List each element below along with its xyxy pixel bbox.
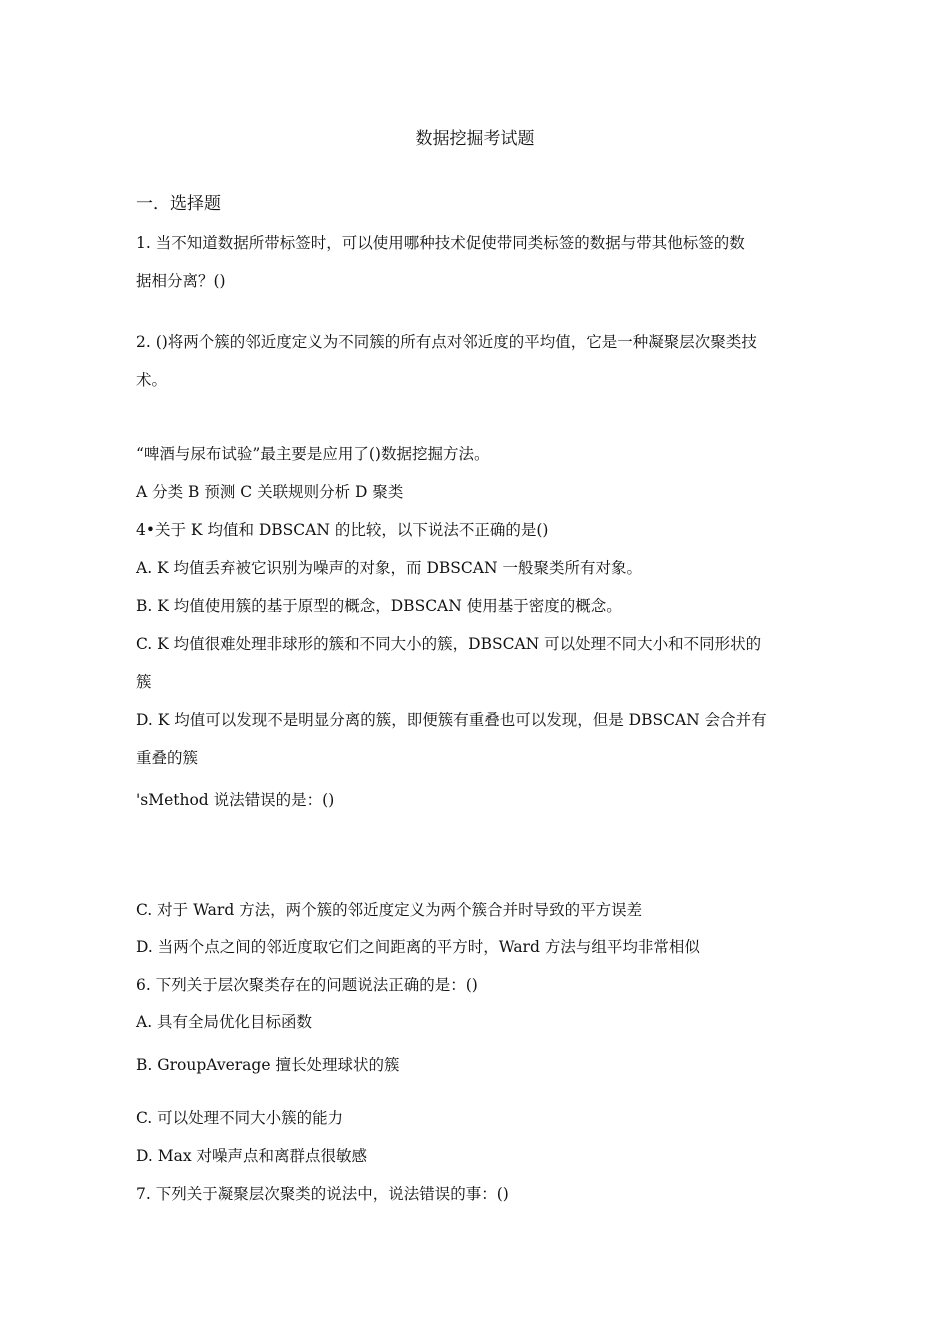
- section-heading: 一．选择题: [136, 194, 221, 214]
- question-4-option-d-line-2: 重叠的簇: [136, 749, 199, 767]
- question-4: 4•关于 K 均值和 DBSCAN 的比较，以下说法不正确的是(): [136, 521, 549, 539]
- question-3-options: A 分类 B 预测 C 关联规则分析 D 聚类: [136, 483, 404, 501]
- question-6-option-c: C. 可以处理不同大小簇的能力: [136, 1109, 344, 1127]
- question-6-option-d: D. Max 对噪声点和离群点很敏感: [136, 1147, 368, 1165]
- question-1-line-1: 1. 当不知道数据所带标签时，可以使用哪种技术促使带同类标签的数据与带其他标签的数: [136, 234, 745, 252]
- document-title: 数据挖掘考试题: [415, 129, 535, 149]
- question-4-option-b: B. K 均值使用簇的基于原型的概念，DBSCAN 使用基于密度的概念。: [136, 597, 622, 615]
- question-6-option-a: A. 具有全局优化目标函数: [136, 1013, 313, 1031]
- question-1-line-2: 据相分离？(): [136, 272, 226, 290]
- question-2-line-1: 2. ()将两个簇的邻近度定义为不同簇的所有点对邻近度的平均值，它是一种凝聚层次聚类技: [136, 333, 757, 351]
- question-6: 6. 下列关于层次聚类存在的问题说法正确的是：(): [136, 976, 478, 994]
- question-4-option-d-line-1: D. K 均值可以发现不是明显分离的簇，即便簇有重叠也可以发现，但是 DBSCAN 会合并有: [136, 711, 767, 729]
- question-2-line-2: 术。: [136, 371, 168, 389]
- question-5-option-d: D. 当两个点之间的邻近度取它们之间距离的平方时，Ward 方法与组平均非常相似: [136, 938, 700, 956]
- question-7: 7. 下列关于凝聚层次聚类的说法中，说法错误的事：(): [136, 1185, 509, 1203]
- question-5-option-c: C. 对于 Ward 方法，两个簇的邻近度定义为两个簇合并时导致的平方误差: [136, 901, 643, 919]
- question-5: 'sMethod 说法错误的是：(): [136, 791, 335, 809]
- question-3: “啤酒与尿布试验”最主要是应用了()数据挖掘方法。: [136, 445, 490, 463]
- question-4-option-a: A. K 均值丢弃被它识别为噪声的对象，而 DBSCAN 一般聚类所有对象。: [136, 559, 642, 577]
- question-4-option-c-line-2: 簇: [136, 673, 152, 691]
- question-4-option-c-line-1: C. K 均值很难处理非球形的簇和不同大小的簇，DBSCAN 可以处理不同大小和不同形状的: [136, 635, 762, 653]
- question-6-option-b: B. GroupAverage 擅长处理球状的簇: [136, 1056, 400, 1074]
